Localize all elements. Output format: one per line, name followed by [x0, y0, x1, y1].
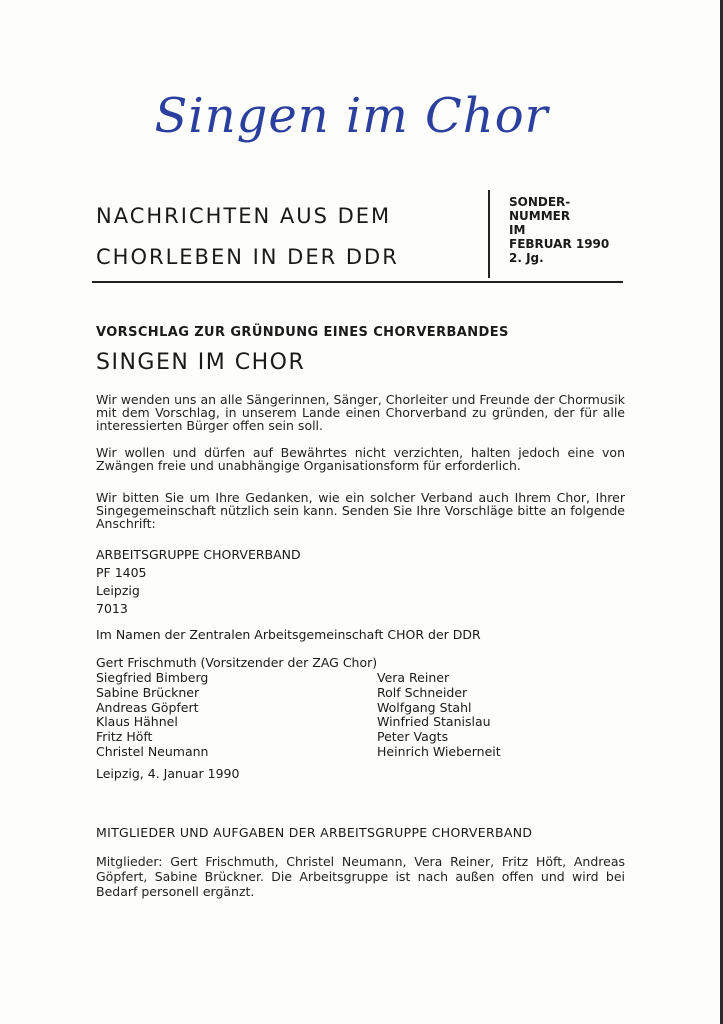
address-line: PF 1405: [96, 565, 147, 580]
address-line: Leipzig: [96, 583, 140, 598]
article-paragraph: Wir wenden uns an alle Sängerinnen, Sänger, Chorleiter und Freunde der Chormusik mit dem Vorschlag, in unserem Lande einen Chorverband zu gründen, der für alle interessierten Bürger offen sein soll.: [96, 392, 625, 433]
newsletter-subtitle: [96, 196, 399, 278]
subtitle-line-1: NACHRICHTEN AUS DEM: [96, 204, 392, 228]
signer-name: Rolf Schneider: [377, 684, 468, 700]
signer-name: Peter Vagts: [377, 729, 449, 745]
signers-right-column: [377, 671, 501, 760]
masthead-title: Singen im Chor: [154, 88, 549, 144]
signer-intro: Im Namen der Zentralen Arbeitsgemeinschaft CHOR der DDR: [96, 627, 481, 642]
address-line: ARBEITSGRUPPE CHORVERBAND: [96, 547, 301, 562]
article-kicker: VORSCHLAG ZUR GRÜNDUNG EINES CHORVERBANDES: [96, 325, 509, 340]
address-line: 7013: [96, 601, 128, 616]
signer-name: Vera Reiner: [377, 670, 450, 685]
postal-address: [96, 546, 301, 618]
issue-line: FEBRUAR 1990: [509, 237, 610, 251]
signer-name: Christel Neumann: [96, 743, 209, 759]
article-paragraph: Wir bitten Sie um Ihre Gedanken, wie ein solcher Verband auch Ihrem Chor, Ihrer Singegemeinschaft nützlich sein kann. Senden Sie Ihre Vorschläge bitte an folgende Anschrift:: [96, 490, 625, 531]
issue-line: SONDER-: [509, 195, 571, 209]
issue-line: NUMMER: [509, 209, 571, 223]
signer-name: Klaus Hähnel: [96, 714, 178, 730]
article-paragraph: Wir wollen und dürfen auf Bewährtes nicht verzichten, halten jedoch eine von Zwängen freie und unabhängige Organisationsform für erforderlich.: [96, 445, 625, 473]
issue-line: IM: [509, 223, 526, 237]
signer-name: Winfried Stanislau: [377, 714, 491, 730]
chair-signature: Gert Frischmuth (Vorsitzender der ZAG Chor): [96, 655, 378, 670]
issue-info: [509, 195, 609, 265]
signers-left-column: [96, 671, 208, 760]
issue-line: 2. Jg.: [509, 251, 544, 265]
header-rule: [92, 281, 623, 283]
article-title: SINGEN IM CHOR: [96, 350, 306, 375]
section-heading: MITGLIEDER UND AUFGABEN DER ARBEITSGRUPPE CHORVERBAND: [96, 825, 533, 840]
signer-name: Sabine Brückner: [96, 684, 200, 700]
header-divider: [488, 190, 490, 278]
signer-name: Heinrich Wieberneit: [377, 743, 501, 759]
section-text: Mitglieder: Gert Frischmuth, Christel Neumann, Vera Reiner, Fritz Höft, Andreas Göpfert, Sabine Brückner. Die Arbeitsgruppe ist nach außen offen und wird bei Bedarf personell ergänzt.: [96, 854, 625, 899]
subtitle-line-2: CHORLEBEN IN DER DDR: [96, 245, 399, 269]
signer-name: Wolfgang Stahl: [377, 699, 472, 715]
signer-name: Fritz Höft: [96, 729, 153, 745]
signer-name: Siegfried Bimberg: [96, 670, 209, 685]
signer-name: Andreas Göpfert: [96, 699, 199, 715]
place-date: Leipzig, 4. Januar 1990: [96, 766, 240, 781]
